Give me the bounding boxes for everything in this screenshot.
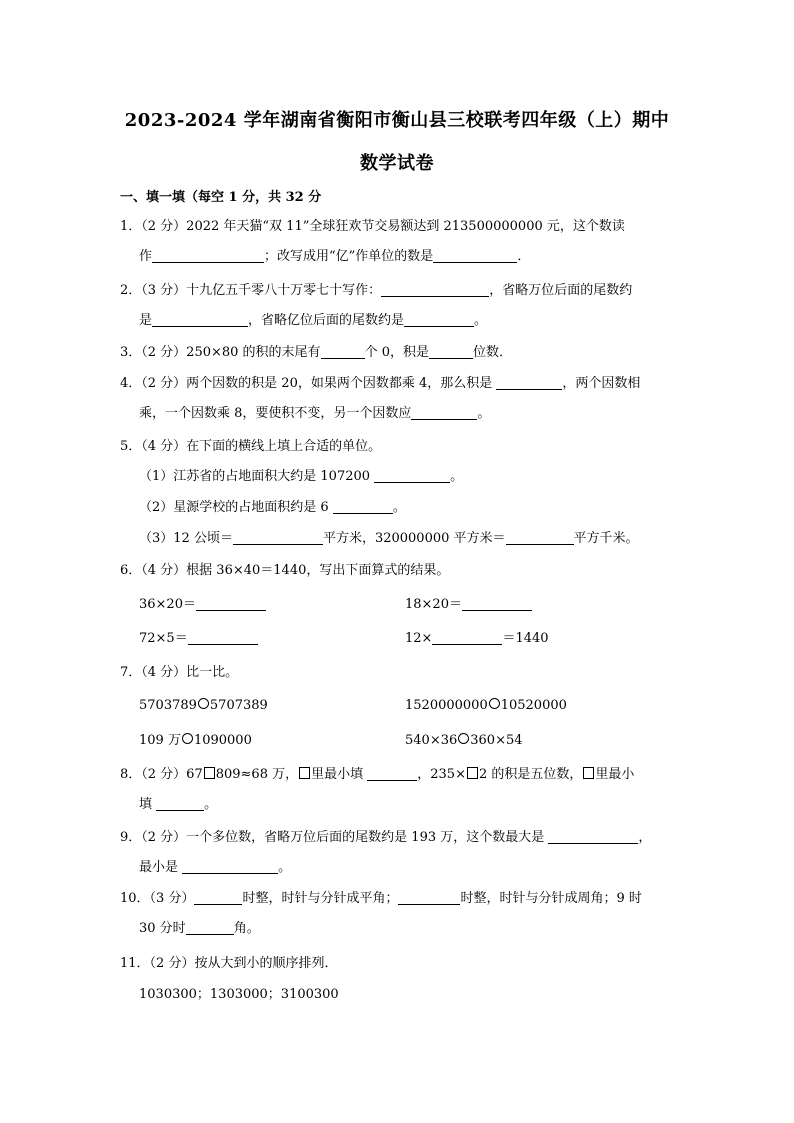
question-4-line1: 4．（2 分）两个因数的积是 20，如果两个因数都乘 4，那么积是 ，两个因数相: [120, 376, 641, 391]
question-5: 5．（4 分）在下面的横线上填上合适的单位。: [120, 439, 382, 454]
calc-item: 36×20＝: [139, 596, 266, 614]
digit-box[interactable]: [204, 767, 215, 779]
answer-blank[interactable]: [367, 766, 417, 781]
question-5-sub3: （3）12 公顷＝ 平方米，320000000 平方米＝ 平方千米。: [139, 531, 639, 546]
compare-item: 540×36 360×54: [405, 733, 523, 748]
answer-blank[interactable]: [333, 499, 393, 514]
answer-blank[interactable]: [506, 530, 574, 545]
answer-blank[interactable]: [188, 630, 258, 645]
calc-item: 72×5＝: [139, 630, 258, 648]
question-11-numbers: 1030300；1303000；3100300: [139, 987, 339, 1002]
question-9-line1: 9．（2 分）一个多位数，省略万位后面的尾数约是 193 万，这个数最大是 ，: [120, 830, 652, 845]
compare-circle[interactable]: [182, 733, 193, 744]
question-5-sub2: （2）星源学校的占地面积约是 6 。: [139, 500, 406, 515]
question-6: 6．（4 分）根据 36×40＝1440，写出下面算式的结果。: [120, 563, 450, 578]
question-11: 11．（2 分）按从大到小的顺序排列．: [120, 956, 338, 971]
answer-blank[interactable]: [381, 282, 489, 297]
calc-item: 18×20＝: [405, 596, 532, 614]
answer-blank[interactable]: [156, 796, 204, 811]
digit-box[interactable]: [467, 767, 478, 779]
answer-blank[interactable]: [374, 468, 450, 483]
compare-item: 109 万 1090000: [139, 733, 252, 748]
answer-blank[interactable]: [233, 530, 323, 545]
question-8-line1: 8．（2 分）67 809≈68 万， 里最小填 ，235× 2 的积是五位数， 里最小: [120, 767, 635, 782]
answer-blank[interactable]: [182, 859, 278, 874]
answer-blank[interactable]: [398, 890, 460, 905]
answer-blank[interactable]: [548, 829, 638, 844]
answer-blank[interactable]: [152, 312, 248, 327]
question-2-line1: 2．（3 分）十九亿五千零八十万零七十写作： ，省略万位后面的尾数约: [120, 283, 633, 298]
compare-item: 1520000000 10520000: [405, 698, 567, 713]
question-8-line2: 填 。: [139, 797, 218, 812]
question-1-line2: 作 ；改写成用“亿”作单位的数是 ．: [139, 249, 531, 264]
digit-box: [583, 767, 594, 779]
exam-title-line2: 数学试卷: [360, 153, 434, 174]
question-10-line2: 30 分时 角。: [139, 921, 260, 936]
answer-blank[interactable]: [433, 248, 517, 263]
question-10-line1: 10．（3 分） 时整，时针与分针成平角； 时整，时针与分针成周角；9 时: [120, 891, 642, 906]
section-heading: 一、填一填（每空 1 分，共 32 分: [120, 190, 322, 205]
question-3: 3．（2 分）250×80 的积的末尾有 个 0，积是 位数．: [120, 345, 512, 360]
answer-blank[interactable]: [186, 920, 234, 935]
compare-circle[interactable]: [198, 698, 209, 709]
compare-circle[interactable]: [489, 698, 500, 709]
answer-blank[interactable]: [429, 344, 473, 359]
answer-blank[interactable]: [462, 596, 532, 611]
calc-item: 12× ＝1440: [405, 631, 549, 646]
answer-blank[interactable]: [196, 596, 266, 611]
question-9-line2: 最小是 。: [139, 860, 292, 875]
question-1-line1: 1．（2 分）2022 年天猫“双 11”全球狂欢节交易额达到 213500000000 元，这个数读: [120, 219, 625, 234]
answer-blank[interactable]: [152, 248, 264, 263]
digit-box: [299, 767, 310, 779]
answer-blank[interactable]: [194, 890, 242, 905]
compare-circle[interactable]: [458, 733, 469, 744]
compare-item: 5703789 5707389: [139, 698, 268, 713]
answer-blank[interactable]: [496, 375, 562, 390]
answer-blank[interactable]: [411, 405, 477, 420]
answer-blank[interactable]: [432, 630, 502, 645]
answer-blank[interactable]: [321, 344, 365, 359]
exam-title-line1: 2023-2024 学年湖南省衡阳市衡山县三校联考四年级（上）期中: [124, 110, 670, 131]
question-7: 7．（4 分）比一比。: [120, 665, 239, 680]
question-2-line2: 是 ，省略亿位后面的尾数约是 。: [139, 313, 488, 328]
answer-blank[interactable]: [404, 312, 474, 327]
question-5-sub1: （1）江苏省的占地面积大约是 107200 。: [139, 469, 464, 484]
question-4-line2: 乘，一个因数乘 8，要使积不变，另一个因数应 。: [139, 406, 491, 421]
